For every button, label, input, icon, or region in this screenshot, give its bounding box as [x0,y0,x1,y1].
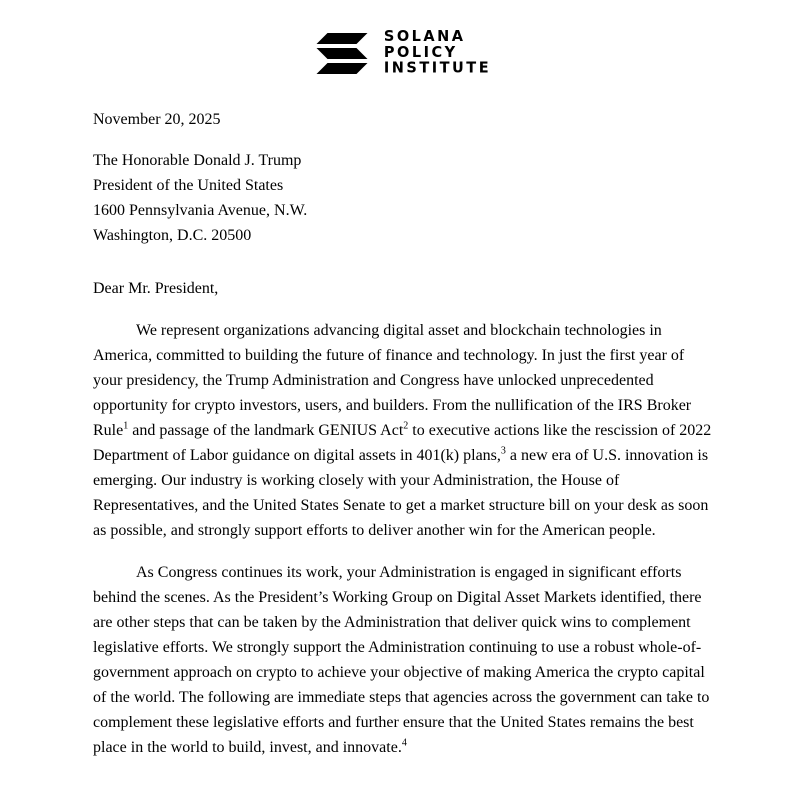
salutation: Dear Mr. President, [93,279,219,297]
recipient-title: President of the United States [93,176,284,194]
paragraph-text: As Congress continues its work, your Administration is engaged in significant efforts behind the scenes. As the President’s Working Group on Digital Asset Markets identified, there are other steps that can be taken by the Administration that deliver quick wins to complement legislative efforts. We strongly support the Administration continuing to use a robust whole-of-government approach on crypto to achieve your objective of making America the crypto capital of the world. The following are immediate steps that agencies across the government can take to complement these legislative efforts and further ensure that the United States remains the best place in the world to build, invest, and innovate. [93,563,710,756]
footnote-ref: 2 [403,420,409,432]
footnote-ref: 1 [123,420,129,432]
solana-policy-institute-logo [315,30,491,77]
paragraph-text: We represent organizations advancing digital asset and blockchain technologies in America, committed to building the future of finance and technology. In just the first year of your presidency, the Trump Administration and Congress have unlocked unprecedented opportunity for crypto investors, users, and builders. From the nullification of the IRS Broker Rule [93,321,692,439]
paragraph-text: a new era of U.S. innovation is emerging. Our industry is working closely with your Administration, the House of Representatives, and the United States Senate to get a market structure bill on your desk as soon as possible, and strongly support efforts to deliver another win for the American people. [93,446,709,539]
recipient-city: Washington, D.C. 20500 [93,226,252,244]
solana-logo-bar-top [316,33,367,44]
letter-body [93,318,713,760]
solana-logo-bar-middle [316,48,367,59]
recipient-address-block [93,148,713,248]
recipient-street: 1600 Pennsylvania Avenue, N.W. [93,201,308,219]
letterhead [93,30,713,77]
logo-wordmark [384,30,491,77]
paragraph-text: and passage of the landmark GENIUS Act [128,421,404,439]
solana-logo-icon [315,33,369,74]
footnote-ref: 4 [401,737,407,749]
logo-line-3: INSTITUTE [383,60,492,77]
recipient-name: The Honorable Donald J. Trump [93,151,302,169]
logo-line-2: POLICY [383,44,458,61]
paragraph [93,318,713,543]
paragraph [93,560,713,760]
solana-logo-bar-bottom [316,63,367,74]
paragraph-text: to executive actions like the rescission of 2022 Department of Labor guidance on digital assets in 401(k) plans, [93,421,712,464]
footnote-ref: 3 [500,445,506,457]
letter-date: November 20, 2025 [93,110,221,128]
logo-line-1: SOLANA [383,28,466,45]
